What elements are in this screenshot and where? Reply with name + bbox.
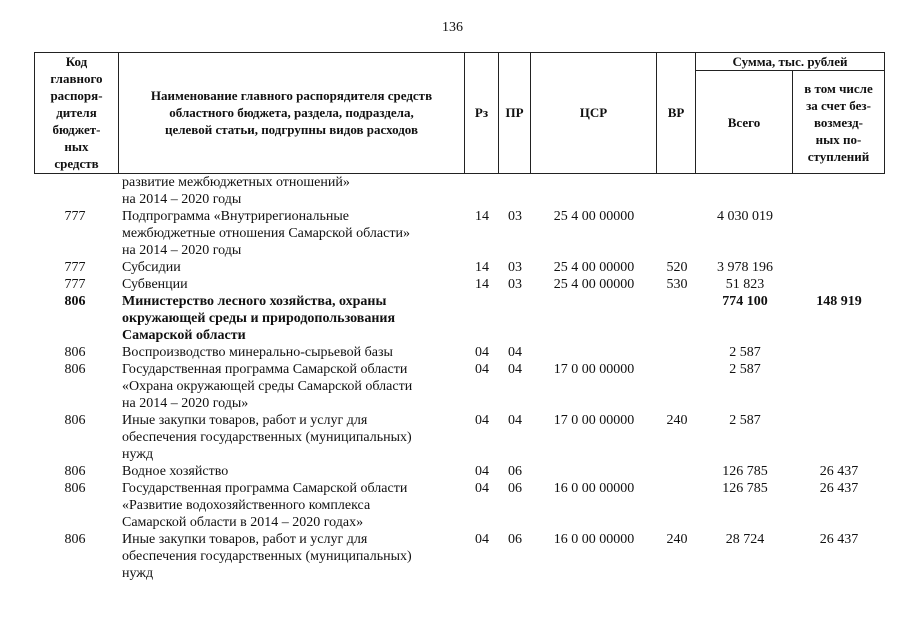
header-name: Наименование главного распорядителя средств областного бюджета, раздела, подраздела, целевой статьи, подгрупны видов расходов xyxy=(150,88,433,137)
row-vr: 240 xyxy=(666,532,688,547)
row-name: Министерство лесного хозяйства, охраны окружающей среды и природопользования Самарской области xyxy=(122,294,396,343)
table-header xyxy=(34,52,885,174)
row-total: 126 785 xyxy=(722,464,768,479)
row-free: 26 437 xyxy=(819,532,859,547)
table-body xyxy=(34,174,885,582)
row-rz: 04 xyxy=(475,362,489,377)
row-total: 4 030 019 xyxy=(717,209,773,224)
row-total: 3 978 196 xyxy=(717,260,773,275)
row-rz: 14 xyxy=(475,277,489,292)
row-csr: 25 4 00 00000 xyxy=(553,260,635,275)
table-row xyxy=(34,293,885,344)
row-code: 806 xyxy=(64,362,86,377)
row-name: Субсидии xyxy=(122,260,181,275)
table-row xyxy=(34,276,885,293)
table-row xyxy=(34,344,885,361)
row-csr: 17 0 00 00000 xyxy=(553,362,635,377)
row-free: 26 437 xyxy=(819,464,859,479)
row-name: Субвенции xyxy=(122,277,188,292)
row-name: Иные закупки товаров, работ и услуг для обеспечения государственных (муниципальных) нужд xyxy=(122,413,412,462)
row-csr: 25 4 00 00000 xyxy=(553,209,635,224)
row-pr: 04 xyxy=(508,413,522,428)
row-free: 148 919 xyxy=(816,294,862,309)
row-csr: 16 0 00 00000 xyxy=(553,532,635,547)
row-pr: 04 xyxy=(508,362,522,377)
row-total: 2 587 xyxy=(729,345,761,360)
row-pr: 03 xyxy=(508,260,522,275)
row-name: Подпрограмма «Внутрирегиональные межбюджетные отношения Самарской области» на 2014 – 2020 годы xyxy=(122,209,410,258)
row-free: 26 437 xyxy=(819,481,859,496)
row-rz: 04 xyxy=(475,413,489,428)
row-rz: 14 xyxy=(475,260,489,275)
row-code: 806 xyxy=(64,413,86,428)
row-code: 806 xyxy=(64,294,86,309)
row-code: 806 xyxy=(64,532,86,547)
table-row xyxy=(34,208,885,259)
header-vr: ВР xyxy=(667,105,685,120)
table-row xyxy=(34,412,885,463)
row-code: 777 xyxy=(64,209,86,224)
row-vr: 530 xyxy=(666,277,688,292)
row-name: Воспроизводство минерально-сырьевой базы xyxy=(122,345,393,360)
row-rz: 14 xyxy=(475,209,489,224)
header-pr: ПР xyxy=(505,105,524,120)
header-code: Код главного распоря- дителя бюджет- ных средств xyxy=(50,54,103,171)
row-name: Иные закупки товаров, работ и услуг для обеспечения государственных (муниципальных) нужд xyxy=(122,532,412,581)
row-name: Государственная программа Самарской области «Охрана окружающей среды Самарской области на 2014 – 2020 годы» xyxy=(122,362,413,411)
row-name: Водное хозяйство xyxy=(122,464,229,479)
table-row xyxy=(34,259,885,276)
row-code: 806 xyxy=(64,464,86,479)
row-total: 2 587 xyxy=(729,413,761,428)
header-rz: Рз xyxy=(474,105,489,120)
table-row xyxy=(34,480,885,531)
row-vr: 240 xyxy=(666,413,688,428)
row-code: 806 xyxy=(64,481,86,496)
row-pr: 06 xyxy=(508,481,522,496)
header-free: в том числе за счет без- возмезд- ных по- ступлений xyxy=(804,80,873,164)
row-pr: 06 xyxy=(508,532,522,547)
row-total: 774 100 xyxy=(722,294,768,309)
row-code: 806 xyxy=(64,345,86,360)
header-total: Всего xyxy=(727,114,761,130)
table-row xyxy=(34,361,885,412)
row-code: 777 xyxy=(64,260,86,275)
row-pr: 03 xyxy=(508,277,522,292)
table-row xyxy=(34,531,885,582)
table-row xyxy=(34,463,885,480)
row-total: 2 587 xyxy=(729,362,761,377)
row-csr: 25 4 00 00000 xyxy=(553,277,635,292)
page-number: 136 xyxy=(442,20,463,35)
row-code: 777 xyxy=(64,277,86,292)
row-pr: 03 xyxy=(508,209,522,224)
header-sum: Сумма, тыс. рублей xyxy=(732,53,848,69)
row-total: 126 785 xyxy=(722,481,768,496)
row-name: Государственная программа Самарской области «Развитие водохозяйственного комплекса Самарской области в 2014 – 2020 годах» xyxy=(122,481,408,530)
table-row xyxy=(34,174,885,208)
row-vr: 520 xyxy=(666,260,688,275)
row-total: 28 724 xyxy=(725,532,765,547)
row-rz: 04 xyxy=(475,532,489,547)
row-pr: 06 xyxy=(508,464,522,479)
row-rz: 04 xyxy=(475,481,489,496)
row-name: развитие межбюджетных отношений» на 2014 – 2020 годы xyxy=(122,175,350,207)
row-pr: 04 xyxy=(508,345,522,360)
row-total: 51 823 xyxy=(725,277,765,292)
row-csr: 16 0 00 00000 xyxy=(553,481,635,496)
row-rz: 04 xyxy=(475,345,489,360)
row-csr: 17 0 00 00000 xyxy=(553,413,635,428)
row-rz: 04 xyxy=(475,464,489,479)
header-csr: ЦСР xyxy=(579,105,608,120)
